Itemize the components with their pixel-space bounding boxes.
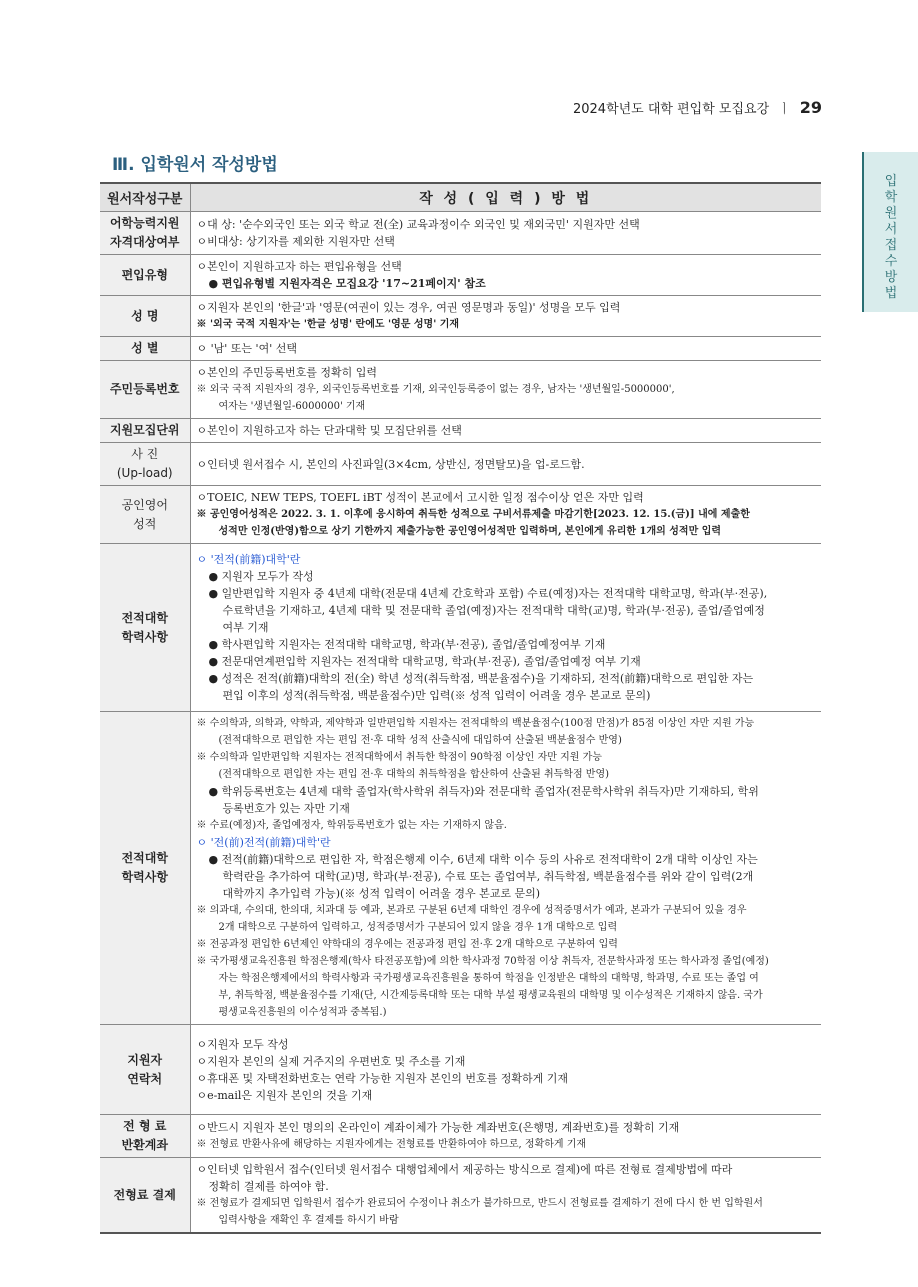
- content-line: ㅇ인터넷 원서접수 시, 본인의 사진파일(3×4cm, 상반신, 정면탈모)을 업-로드함.: [196, 457, 585, 471]
- content-line: 여자는 '생년월일-6000000' 기재: [218, 401, 366, 412]
- content-line: ㅇTOEIC, NEW TEPS, TOEFL iBT 성적이 본교에서 고시한 일정 점수이상 얻은 자만 입력: [196, 491, 644, 504]
- content-line: 부, 취득학점, 백분율점수를 기재(단, 시간제등록대학 또는 대학 부설 평생교육원의 대학명 및 이수성적은 기재하지 않음. 국가: [218, 990, 763, 1001]
- side-tab-label: 입학원서 접수방법: [884, 174, 898, 301]
- table-row: [100, 1025, 821, 1115]
- row-content: [190, 1158, 821, 1234]
- row-label-line: 주민등록번호: [109, 382, 180, 396]
- row-label-line: 성적: [133, 516, 157, 531]
- content-line: ㅇ지원자 본인의 '한글'과 '영문(여권이 있는 경우, 여권 영문명과 동일)' 성명을 모두 입력: [196, 301, 621, 314]
- table-row: [100, 337, 821, 361]
- table-row: [100, 1158, 821, 1234]
- application-form-table: [100, 182, 821, 1234]
- content-line: ※ '외국 국적 지원자'는 '한글 성명' 란에도 '영문 성명' 기재: [196, 319, 460, 330]
- row-content: [190, 212, 821, 255]
- row-content: [190, 486, 821, 544]
- row-label: [100, 255, 190, 296]
- content-line: ※ 수료(예정)자, 졸업예정자, 학위등록번호가 없는 자는 기재하지 않음.: [196, 820, 507, 831]
- row-label-line: 연락처: [127, 1071, 163, 1086]
- content-line: 수료학년을 기재하고, 4년제 대학 및 전문대학 졸업(예정)자는 전적대학 대학(교)명, 학과(부·전공), 졸업/졸업예정: [222, 604, 765, 617]
- table-row: [100, 1115, 821, 1158]
- content-line: ※ 의과대, 수의대, 한의대, 치과대 등 예과, 본과로 구분된 6년제 대학인 경우에 성적증명서가 예과, 본과가 구분되어 있을 경우: [196, 905, 747, 916]
- row-label-line: 전적대학: [121, 851, 168, 865]
- content-line: ㅇe-mail은 지원자 본인의 것을 기재: [196, 1088, 373, 1102]
- row-content: [190, 443, 821, 486]
- content-line: ● 전문대연계편입학 지원자는 전적대학 대학교명, 학과(부·전공), 졸업/졸업예정 여부 기재: [208, 655, 641, 668]
- content-line: ㅇ반드시 지원자 본인 명의의 온라인이 계좌이체가 가능한 계좌번호(은행명, 계좌번호)를 정확히 기재: [196, 1121, 680, 1134]
- content-line: ● 편입유형별 지원자격은 모집요강 '17~21페이지' 참조: [208, 277, 486, 290]
- content-line: ※ 공인영어성적은 2022. 3. 1. 이후에 응시하여 취득한 성적으로 구비서류제출 마감기한[2023. 12. 15.(금)] 내에 제출한: [196, 509, 750, 520]
- content-line: ● 성적은 전적(前籍)대학의 전(全) 학년 성적(취득학점, 백분율점수)을 기재하되, 전적(前籍)대학으로 편입한 자는: [208, 672, 754, 685]
- row-label: [100, 486, 190, 544]
- row-label-line: (Up-load): [116, 466, 173, 480]
- row-label-line: 전 형 료: [123, 1119, 167, 1133]
- content-line: ㅇ지원자 모두 작성: [196, 1037, 289, 1051]
- content-line: ● 학사편입학 지원자는 전적대학 대학교명, 학과(부·전공), 졸업/졸업예정여부 기재: [208, 638, 606, 651]
- row-content: [190, 361, 821, 419]
- content-line: ㅇ본인이 지원하고자 하는 편입유형을 선택: [196, 260, 402, 273]
- row-content: [190, 1115, 821, 1158]
- content-line: 편입 이후의 성적(취득학점, 백분율점수)만 입력(※ 성적 입력이 어려울 경우 본교로 문의): [222, 689, 651, 702]
- row-label: [100, 296, 190, 337]
- table-row: [100, 712, 821, 1025]
- row-label: [100, 712, 190, 1025]
- row-content: [190, 712, 821, 1025]
- content-line: 여부 기재: [222, 621, 269, 634]
- row-label-line: 성 명: [131, 308, 159, 323]
- row-label: [100, 212, 190, 255]
- row-label: [100, 337, 190, 361]
- row-content: [190, 544, 821, 712]
- row-label-line: 지원모집단위: [109, 423, 180, 437]
- content-line: ● 전적(前籍)대학으로 편입한 자, 학점은행제 이수, 6년제 대학 이수 등의 사유로 전적대학이 2개 대학 이상인 자는: [208, 853, 758, 866]
- row-label-line: 성 별: [131, 341, 159, 355]
- content-line: ● 학위등록번호는 4년제 대학 졸업자(학사학위 취득자)와 전문대학 졸업자(전문학사학위 취득자)만 기재하되, 학위: [208, 785, 759, 798]
- content-line: 평생교육진흥원의 이수성적과 중복됨.): [218, 1007, 387, 1018]
- content-line: (전적대학으로 편입한 자는 편입 전·후 대학의 취득학점을 합산하여 산출된 취득학점 반영): [218, 769, 610, 780]
- row-label: [100, 443, 190, 486]
- row-label: [100, 1025, 190, 1115]
- row-label-line: 반환계좌: [121, 1138, 168, 1152]
- side-tab: [862, 152, 918, 312]
- content-line: ● 지원자 모두가 작성: [208, 570, 314, 583]
- content-line: ※ 외국 국적 지원자의 경우, 외국인등록번호를 기재, 외국인등록증이 없는 경우, 남자는 '생년월일-5000000',: [196, 384, 675, 395]
- content-line: ※ 수의학과, 의학과, 약학과, 제약학과 일반편입학 지원자는 전적대학의 백분율점수(100점 만점)가 85점 이상인 자만 지원 가능: [196, 718, 755, 729]
- content-line: ※ 전형료가 결제되면 입학원서 접수가 완료되어 수정이나 취소가 불가하므로, 반드시 전형료를 결제하기 전에 다시 한 번 입학원서: [196, 1198, 763, 1209]
- content-line: 입력사항을 재확인 후 결제를 하시기 바람: [218, 1215, 399, 1226]
- content-line: ※ 수의학과 일반편입학 지원자는 전적대학에서 취득한 학점이 90학점 이상인 자만 지원 가능: [196, 752, 602, 763]
- row-content: [190, 419, 821, 443]
- table-row: [100, 486, 821, 544]
- page-number: 29: [799, 98, 822, 117]
- content-line: 대학까지 추가입력 가능)(※ 성적 입력이 어려울 경우 본교로 문의): [222, 887, 540, 900]
- content-line: ㅇ비대상: 상기자를 제외한 지원자만 선택: [196, 235, 395, 248]
- row-label-line: 자격대상여부: [109, 235, 180, 249]
- table-row: [100, 255, 821, 296]
- row-content: [190, 255, 821, 296]
- table-row: [100, 419, 821, 443]
- table-row: [100, 296, 821, 337]
- row-label-line: 공인영어: [121, 497, 168, 512]
- row-label-line: 전적대학: [121, 610, 168, 625]
- content-line: 성적만 인정(반영)함으로 상기 기한까지 제출가능한 공인영어성적만 입력하며, 본인에게 유리한 1개의 성적만 입력: [218, 526, 722, 537]
- row-label: [100, 1158, 190, 1234]
- content-line: 학력란을 추가하여 대학(교)명, 학과(부·전공), 수료 또는 졸업여부, 취득학점, 백분율점수를 위와 같이 입력(2개: [222, 870, 754, 883]
- row-label-line: 편입유형: [121, 267, 168, 282]
- header-separator: ㅣ: [778, 102, 791, 117]
- row-label-line: 사 진: [131, 447, 159, 461]
- content-line: ● 일반편입학 지원자 중 4년제 대학(전문대 4년제 간호학과 포함) 수료(예정)자는 전적대학 대학교명, 학과(부·전공),: [208, 587, 768, 600]
- content-line: ㅇ본인이 지원하고자 하는 단과대학 및 모집단위를 선택: [196, 424, 462, 437]
- row-label-line: 학력사항: [121, 870, 168, 884]
- row-content: [190, 1025, 821, 1115]
- content-line: ㅇ지원자 본인의 실제 거주지의 우편번호 및 주소를 기재: [196, 1054, 466, 1068]
- row-label-line: 어학능력지원: [109, 216, 180, 230]
- row-label: [100, 544, 190, 712]
- table-row: [100, 443, 821, 486]
- content-line: ㅇ '남' 또는 '여' 선택: [196, 342, 297, 355]
- content-line: 등록번호가 있는 자만 기재: [222, 802, 350, 815]
- content-line: (전적대학으로 편입한 자는 편입 전·후 대학 성적 산출식에 대입하여 산출된 백분율점수 반영): [218, 735, 622, 746]
- row-label: [100, 419, 190, 443]
- content-line: ㅇ '전(前)전적(前籍)대학'란: [196, 836, 331, 849]
- header-title: 2024학년도 대학 편입학 모집요강: [572, 102, 770, 117]
- content-line: 정확히 결제를 하여야 함.: [208, 1180, 329, 1193]
- row-label-line: 지원자: [127, 1052, 163, 1067]
- content-line: ㅇ '전적(前籍)대학'란: [196, 553, 301, 566]
- content-line: ㅇ대 상: '순수외국인 또는 외국 학교 전(全) 교육과정이수 외국인 및 재외국민' 지원자만 선택: [196, 218, 640, 231]
- content-line: 2개 대학으로 구분하여 입력하고, 성적증명서가 구분되어 있지 않을 경우 1개 대학으로 입력: [218, 922, 618, 933]
- section-title: Ⅲ. 입학원서 작성방법: [112, 155, 278, 175]
- table-header-row: [100, 183, 821, 212]
- row-label: [100, 361, 190, 419]
- running-header: [573, 98, 822, 117]
- content-line: ㅇ인터넷 입학원서 접수(인터넷 원서접수 대행업체에서 제공하는 방식으로 결제)에 따른 전형료 결제방법에 따라: [196, 1163, 733, 1176]
- table-row: [100, 544, 821, 712]
- row-label-line: 학력사항: [121, 629, 168, 644]
- content-line: ㅇ휴대폰 및 자택전화번호는 연락 가능한 지원자 본인의 번호를 정확하게 기재: [196, 1071, 568, 1085]
- header-col-method: 작 성 ( 입 력 ) 방 법: [190, 183, 821, 212]
- content-line: ㅇ본인의 주민등록번호를 정확히 입력: [196, 366, 378, 379]
- content-line: ※ 전공과정 편입한 6년제인 약학대의 경우에는 전공과정 편입 전·후 2개 대학으로 구분하여 입력: [196, 939, 618, 950]
- header-col-category: 원서작성구분: [100, 183, 190, 212]
- row-content: [190, 337, 821, 361]
- row-label: [100, 1115, 190, 1158]
- table-row: [100, 212, 821, 255]
- content-line: ※ 전형료 반환사유에 해당하는 지원자에게는 전형료를 반환하여야 하므로, 정확하게 기재: [196, 1139, 587, 1150]
- content-line: ※ 국가평생교육진흥원 학점은행제(학사 타전공포함)에 의한 학사과정 70학점 이상 취득자, 전문학사과정 또는 학사과정 졸업(예정): [196, 956, 769, 967]
- content-line: 자는 학점은행제에서의 학력사항과 국가평생교육진흥원을 통하여 학점을 인정받은 대학의 대학명, 학과명, 수료 또는 졸업 여: [218, 973, 759, 984]
- table-row: [100, 361, 821, 419]
- row-label-line: 전형료 결제: [113, 1187, 176, 1202]
- row-content: [190, 296, 821, 337]
